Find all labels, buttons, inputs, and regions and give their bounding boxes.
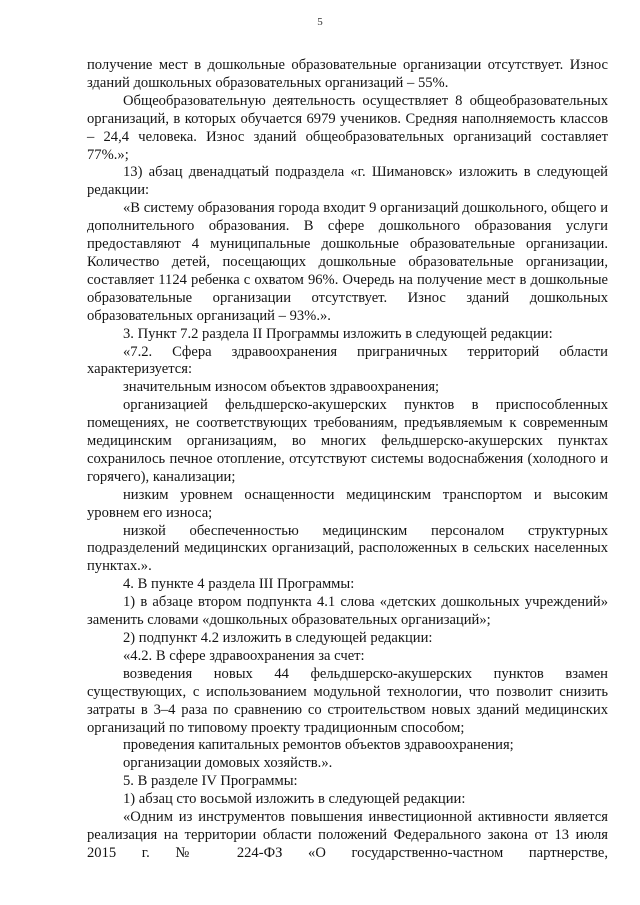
- paragraph: организации домовых хозяйств.».: [123, 755, 333, 772]
- paragraph: организацией фельдшерско-акушерских пунктов в приспособленных помещениях, не соответствующих требованиям, предъявляемым к современным медицинским организациям, во многих фельдшерско-акушерских пунктах сохранилось печное отопление, отсутствуют системы водоснабжения (холодного и горячего), канализации;: [87, 397, 608, 485]
- paragraph: 1) в абзаце втором подпункта 4.1 слова «детских дошкольных учреждений» заменить словами «дошкольных образовательных организаций»;: [87, 594, 608, 629]
- paragraph: 2) подпункт 4.2 изложить в следующей редакции:: [123, 630, 433, 646]
- paragraph: низкой обеспеченностью медицинским персоналом структурных подразделений медицинских организаций, расположенных в сельских населенных пунктах.».: [87, 522, 608, 575]
- paragraph: проведения капитальных ремонтов объектов здравоохранения;: [123, 737, 514, 754]
- paragraph: получение мест в дошкольные образовательные организации отсутствует. Износ зданий дошкольных образовательных организаций – 55%.: [87, 57, 608, 91]
- document-body: [87, 57, 608, 863]
- paragraph: 13) абзац двенадцатый подраздела «г. Шимановск» изложить в следующей редакции:: [87, 164, 608, 199]
- page-number: 5: [317, 16, 323, 28]
- paragraph: 1) абзац сто восьмой изложить в следующей редакции:: [123, 791, 466, 808]
- paragraph: 5. В разделе IV Программы:: [123, 773, 298, 790]
- paragraph: «7.2. Сфера здравоохранения приграничных территорий области характеризуется:: [87, 343, 608, 378]
- paragraph: 3. Пункт 7.2 раздела II Программы изложить в следующей редакции:: [123, 325, 553, 342]
- paragraph: 4. В пункте 4 раздела III Программы:: [123, 576, 355, 593]
- paragraph: Общеобразовательную деятельность осуществляет 8 общеобразовательных организаций, в которых обучается 6979 учеников. Средняя наполняемость классов – 24,4 человека. Износ зданий общеобразовательных организаций составляет 77%.»;: [87, 92, 608, 163]
- paragraph: возведения новых 44 фельдшерско-акушерских пунктов взамен существующих, с использованием модульной технологии, что позволит снизить затраты в 3–4 раза по сравнению со строительством новых зданий медицинских организаций по типовому проекту традиционным способом;: [87, 665, 608, 736]
- paragraph: низким уровнем оснащенности медицинским транспортом и высоким уровнем его износа;: [87, 486, 608, 521]
- paragraph: значительным износом объектов здравоохранения;: [123, 379, 440, 396]
- paragraph: «4.2. В сфере здравоохранения за счет:: [123, 647, 365, 664]
- paragraph: «Одним из инструментов повышения инвестиционной активности является реализация на территории области положений Федерального закона от 13 июля 2015 г. № 224-ФЗ «О государственно-частном партнерстве,: [87, 809, 608, 861]
- paragraph: «В систему образования города входит 9 организаций дошкольного, общего и дополнительного образования. В сфере дошкольного образования услуги предоставляют 4 муниципальные дошкольные образовательные организации. Количество детей, посещающих дошкольные образовательные организации, составляет 1124 ребенка с охватом 96%. Очередь на получение мест в дошкольные образовательные организации отсутствует. Износ зданий дошкольных образовательных организаций – 93%.».: [87, 200, 608, 324]
